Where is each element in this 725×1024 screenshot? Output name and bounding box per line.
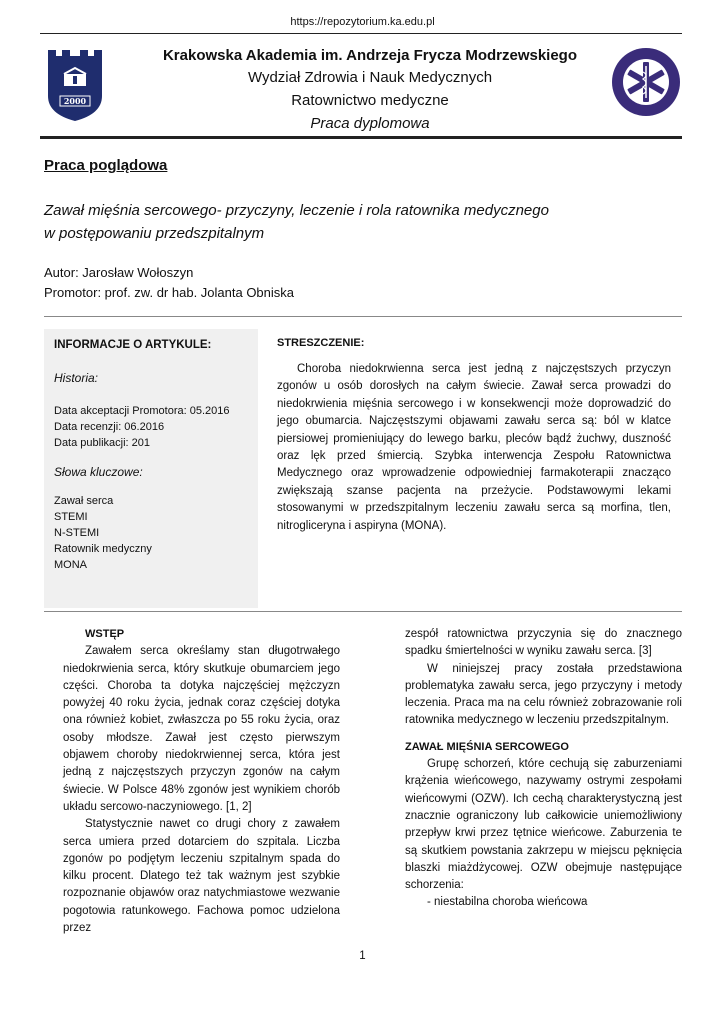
body-column-left: [63, 626, 340, 937]
history-label: Historia:: [54, 371, 99, 385]
article-type: Praca poglądowa: [44, 157, 168, 174]
source-url[interactable]: https://repozytorium.ka.edu.pl: [290, 16, 435, 28]
program-name: Ratownictwo medyczne: [291, 92, 449, 109]
body-column-right: [405, 626, 682, 912]
article-info-box: [44, 329, 258, 608]
thesis-type: Praca dyplomowa: [310, 115, 430, 132]
paragraph: Grupę schorzeń, które cechują się zaburzeniami krążenia wieńcowego, nazywamy ostrymi zespołami wieńcowymi (OZW). Ich cechą charakterystyczną jest znacznie ograniczony lub całkowicie uniemożliwiony przepływ krwi przez tętnice wieńcowe. Zaburzenia te są skutkiem powstania zakrzepu w miejscu pęknięcia blaszki miażdżycowej. OZW obejmuje następujące schorzenia:: [405, 758, 682, 892]
title-line-2: w postępowaniu przedszpitalnym: [44, 225, 265, 242]
title-line-1: Zawał mięśnia sercowego- przyczyny, leczenie i rola ratownika medycznego: [44, 202, 549, 219]
header-bottom-rule: [40, 136, 682, 139]
university-name: Krakowska Akademia im. Andrzeja Frycza Modrzewskiego: [162, 47, 578, 64]
university-logo: [44, 48, 106, 122]
divider: [44, 316, 682, 317]
promoter: Promotor: prof. zw. dr hab. Jolanta Obniska: [44, 285, 295, 300]
divider: [44, 611, 682, 612]
paramedic-logo: [610, 46, 682, 118]
paragraph: Statystycznie nawet co drugi chory z zawałem serca umiera przed dotarciem do szpitala. Liczba zgonów po podjętym leczeniu szpitalnym spada do kilku procent. Dlatego też tak ważnym jest szybkie rozpoznanie objawów oraz natychmiastowe wezwanie pogotowia ratunkowego. Fachowa pomoc udzielona przez: [63, 818, 340, 935]
abstract-heading: STRESZCZENIE:: [277, 337, 365, 349]
paragraph: Zawałem serca określamy stan długotrwałego niedokrwienia serca, który skutkuje obumarciem jego części. Choroba ta dotyka najczęściej mężczyzn powyżej 40 roku życia, jednak coraz częściej dotyka ona również kobiet, zwłaszcza po 55 roku życia, oraz osoby młodsze. Zawał jest często pierwszym objawem choroby niedokrwiennej serca, która jest jedną z najczęstszych przyczyn zgonów na całym świecie. W Polsce 48% zgonów jest wynikiem chorób układu sercowo-naczyniowego. [1, 2]: [63, 645, 340, 813]
page-number: 1: [359, 950, 366, 962]
intro-heading: WSTĘP: [85, 628, 125, 640]
keyword: STEMI: [54, 511, 88, 523]
faculty-name: Wydział Zdrowia i Nauk Medycznych: [247, 69, 493, 86]
review-date: Data recenzji: 06.2016: [54, 421, 165, 433]
abstract-text: Choroba niedokrwienna serca jest jedną z najczęstszych przyczyn zgonów u osób dorosłych na całym świecie. Zawał serca prowadzi do niedokrwienia mięśnia sercowego i w konsekwencji może doprowadzić do jego obumarcia. Najczęstszymi objawami zawału serca są: ból w klatce piersiowej promieniujący do lewego barku, pleców bądź żuchwy, duszność oraz lęk przed śmiercią. Szybka interwencja Zespołu Ratownictwa Medycznego oraz wprowadzenie odpowiedniej farmakoterapii znacząco zwiększają szanse pacjenta na przeżycie. Podstawowymi lekami stosowanymi w przedszpitalnym leczeniu zawału serca są morfina, tlen, nitrogliceryna i aspiryna (MONA).: [277, 363, 671, 532]
paragraph: zespół ratownictwa przyczynia się do znacznego spadku śmiertelności w wyniku zawału serca. [3]: [405, 628, 682, 658]
header-top-rule: [40, 33, 682, 34]
accept-date: Data akceptacji Promotora: 05.2016: [54, 405, 230, 417]
keyword: N-STEMI: [54, 527, 100, 539]
header: [150, 46, 590, 135]
star-of-life-icon: [610, 46, 682, 118]
paragraph: W niniejszej pracy została przedstawiona problematyka zawału serca, jego przyczyny i metody leczenia. Praca ma na celu również zobrazowanie roli ratownika medycznego w leczeniu przedszpitalnym.: [405, 662, 682, 727]
keyword: Zawał serca: [54, 495, 114, 507]
list-item: - niestabilna choroba wieńcowa: [427, 896, 588, 909]
author-block: [44, 263, 294, 303]
keyword: MONA: [54, 559, 87, 571]
author: Autor: Jarosław Wołoszyn: [44, 265, 194, 280]
university-crest-icon: [44, 48, 106, 122]
article-title: [44, 199, 684, 245]
logo-year: 2000: [63, 96, 87, 106]
info-heading: INFORMACJE O ARTYKULE:: [54, 339, 212, 351]
section-heading: ZAWAŁ MIĘŚNIA SERCOWEGO: [405, 740, 569, 753]
keyword: Ratownik medyczny: [54, 543, 152, 555]
abstract: [277, 337, 671, 535]
keywords-label: Słowa kluczowe:: [54, 465, 143, 479]
publication-date: Data publikacji: 201: [54, 437, 151, 449]
